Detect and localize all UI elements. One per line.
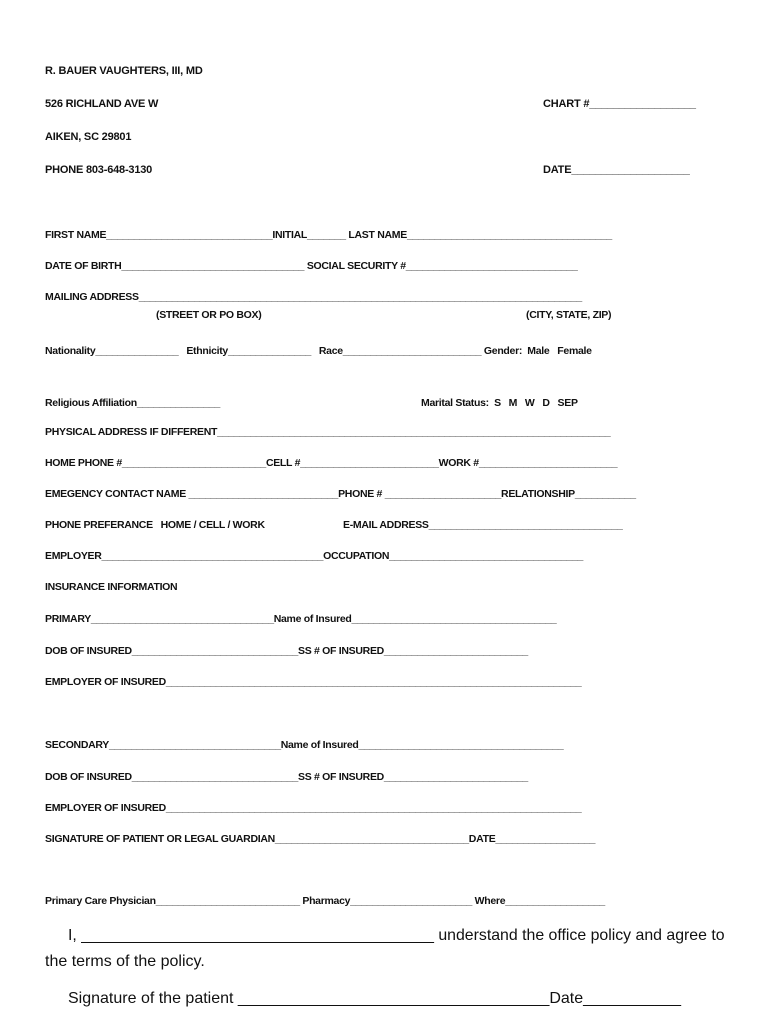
- emergency-contact-fields[interactable]: EMEGENCY CONTACT NAME ___________________________PHONE # _____________________RELATIONSHIP___________: [45, 488, 636, 500]
- employer-occupation-fields[interactable]: EMPLOYER________________________________________OCCUPATION___________________________________: [45, 550, 584, 562]
- doctor-name: R. BAUER VAUGHTERS, III, MD: [45, 65, 203, 77]
- office-phone: PHONE 803-648-3130: [45, 164, 153, 176]
- secondary-insured-employer-field[interactable]: EMPLOYER OF INSURED___________________________________________________________________________: [45, 802, 582, 814]
- insurance-heading: INSURANCE INFORMATION: [45, 581, 178, 593]
- phone-preference-options[interactable]: PHONE PREFERANCE HOME / CELL / WORK: [45, 519, 265, 531]
- policy-agreement-continuation: the terms of the policy.: [45, 953, 205, 970]
- religion-field[interactable]: Religious Affiliation_______________: [45, 397, 220, 409]
- primary-insurance-fields[interactable]: PRIMARY_________________________________Name of Insured_____________________________________: [45, 613, 557, 625]
- primary-insured-employer-field[interactable]: EMPLOYER OF INSURED___________________________________________________________________________: [45, 676, 582, 688]
- phone-numbers-fields[interactable]: HOME PHONE #__________________________CELL #_________________________WORK #_________________________: [45, 457, 618, 469]
- chart-number-field[interactable]: CHART #__________________: [543, 98, 696, 110]
- demographics-fields[interactable]: Nationality_______________ Ethnicity_______________ Race_________________________ Gender: Male Female: [45, 345, 592, 357]
- physical-address-field[interactable]: PHYSICAL ADDRESS IF DIFFERENT_______________________________________________________________________: [45, 426, 611, 438]
- name-fields[interactable]: FIRST NAME______________________________INITIAL_______ LAST NAME_____________________________________: [45, 229, 612, 241]
- secondary-insurance-fields[interactable]: SECONDARY_______________________________Name of Insured_____________________________________: [45, 739, 564, 751]
- street-hint: (STREET OR PO BOX): [156, 309, 262, 321]
- patient-signature-date-fields[interactable]: Signature of the patient ___________________________________Date___________: [68, 990, 682, 1007]
- date-field[interactable]: DATE____________________: [543, 164, 690, 176]
- policy-agreement-line[interactable]: I, ________________________________________ understand the office policy and agree to: [68, 927, 725, 944]
- city-hint: (CITY, STATE, ZIP): [526, 309, 612, 321]
- city-state-zip: AIKEN, SC 29801: [45, 131, 132, 143]
- dob-ssn-fields[interactable]: DATE OF BIRTH_________________________________ SOCIAL SECURITY #_______________________________: [45, 260, 578, 272]
- street-address: 526 RICHLAND AVE W: [45, 98, 159, 110]
- mailing-address-field[interactable]: MAILING ADDRESS________________________________________________________________________________: [45, 291, 582, 303]
- email-field[interactable]: E-MAIL ADDRESS___________________________________: [343, 519, 623, 531]
- primary-insured-dob-ssn-fields[interactable]: DOB OF INSURED______________________________SS # OF INSURED__________________________: [45, 645, 528, 657]
- physician-pharmacy-fields[interactable]: Primary Care Physician__________________________ Pharmacy______________________ Where__________________: [45, 895, 605, 907]
- signature-date-fields[interactable]: SIGNATURE OF PATIENT OR LEGAL GUARDIAN___________________________________DATE__________________: [45, 833, 596, 845]
- secondary-insured-dob-ssn-fields[interactable]: DOB OF INSURED______________________________SS # OF INSURED__________________________: [45, 771, 528, 783]
- marital-status-options[interactable]: Marital Status: S M W D SEP: [421, 397, 578, 409]
